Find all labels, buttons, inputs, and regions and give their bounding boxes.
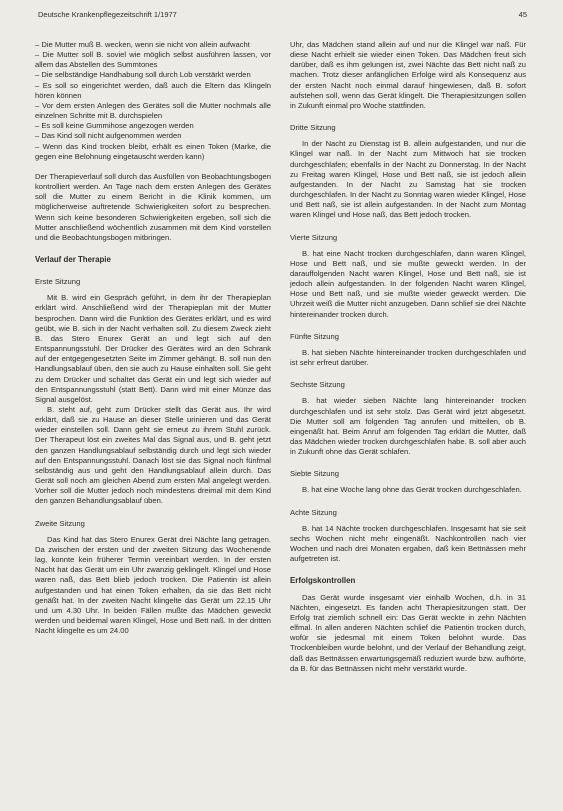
paragraph: B. hat eine Nacht trocken durchgeschlafen, dann waren Klingel, Hose und Bett naß, und sie mußte geweckt werden. In der darauffolgenden Nacht waren Klingel, Hose und Bett naß, sie ist jedoch allein aufgestanden. In der folgenden Nacht waren Klingel, Hose und Bett naß, und sie mußte wieder geweckt werden. Die Uhrzeit weiß die Mutter nicht anzugeben. Dann schlief sie drei Nächte hintereinander trocken durch. — [290, 248, 526, 319]
paragraph: In der Nacht zu Dienstag ist B. allein aufgestanden, und nur die Klingel war naß. In der Nacht zum Mittwoch hat sie trocken durchgeschlafen; ebenfalls in der Nacht zu Donnerstag. In der Nacht zu Freitag waren Klingel, Hose und Bett naß, sie ist jedoch allein aufgestanden. In der Nacht zu Samstag hat sie trocken durchgeschlafen. In der Nacht zu Sonntag waren wieder Klingel, Hose und Bett naß, sie ist allein aufgestanden. In der Nacht zum Montag waren Klingel und Hose naß, das Bett jedoch trocken. — [290, 139, 526, 220]
subsection-heading: Vierte Sitzung — [290, 232, 338, 242]
paragraph: Mit B. wird ein Gespräch geführt, in dem ihr der Therapieplan erklärt wird. Anschließend wird der Therapieplan mit der Mutter besprochen. Dann wird die Funktion des Gerätes erklärt, und es wird geübt, wie B. sich in der Nacht verhalten soll. Zu diesem Zweck zieht B. das Stero Enurex Gerät an und legt sich auf den Entspannungsstuhl. Der Drücker des Gerätes wird an den Schrank auf der entgegengesetzten Seite im Zimmer gehängt. B. soll nun den Handlungsablauf üben, den sie auch zu Hause einhalten soll. Sie geht zu dem Drücker und schaltet das Gerät ein und legt sich wieder auf den Entspannungsstuhl (statt Bett). Dann wird mit einer Münze das Signal ausgelöst. — [35, 293, 271, 404]
subsection-heading: Achte Sitzung — [290, 507, 337, 517]
paragraph: B. hat 14 Nächte trocken durchgeschlafen. Insgesamt hat sie seit sechs Wochen nicht mehr eingenäßt. Nachkontrollen nach vier Wochen und nach drei Monaten ergaben, daß kein Bettnässen mehr aufgetreten ist. — [290, 523, 526, 564]
paragraph: B. hat sieben Nächte hintereinander trocken durchgeschlafen und ist sehr erfreut darüber. — [290, 347, 526, 368]
paragraph: Der Therapieverlauf soll durch das Ausfüllen von Beobachtungsbogen kontrolliert werden. An Tage nach dem ersten Anlegen des Gerätes soll die Mutter zu einem Bericht in die Klinik kommen, um möglicherweise auftretende Schwierigkeiten sofort zu besprechen. Wenn sich keine besonderen Schwierigkeiten ergeben, soll sich die Mutter anschließend wöchentlich zusammen mit dem Kind vorstellen und die Beobachtungsbogen mitbringen. — [35, 171, 271, 242]
list-item: – Wenn das Kind trocken bleibt, erhält es einen Token (Marke, die gegen eine Belohnung eingetauscht werden kann) — [35, 141, 271, 161]
list-item: – Die selbständige Handhabung soll durch Lob verstärkt werden — [35, 70, 251, 80]
paragraph: B. hat eine Woche lang ohne das Gerät trocken durchgeschlafen. — [302, 485, 522, 495]
subsection-heading: Erste Sitzung — [35, 277, 81, 287]
paragraph: Uhr, das Mädchen stand allein auf und nur die Klingel war naß. Für diese Nacht erhielt sie wieder einen Token. Das Mädchen freut sich darüber, daß es ihm gelungen ist, zwei Nächte das Bett nicht naß zu machen. Trotz dieser anfänglichen Erfolge wird als Konsequenz aus der ersten Nacht noch einmal darauf hingewiesen, daß B. sofort aufstehen soll, wenn das Gerät klingelt. Die Therapiesitzungen sollen in Zukunft einmal pro Woche stattfinden. — [290, 40, 526, 110]
right-column — [290, 40, 526, 674]
paragraph: B. steht auf, geht zum Drücker stellt das Gerät aus. Ihr wird erklärt, daß sie zu Hause an dieser Stelle urinieren und das Gerät wieder einstellen soll. Dann geht sie erneut zu ihrem Stuhl zurück. Der Therapeut löst ein zweites Mal das Signal aus, und B. geht jetzt den ganzen Handlungsablauf selbständig durch und legt sich wieder auf den Entspannungsstuhl. Danach löst sie das Signal noch fünfmal selbständig aus und geht den Handlungsablauf allein durch. Das Gerät soll noch am gleichen Abend zum ersten Mal angelegt werden. Vorher soll die Mutter jedoch noch mindestens dreimal mit dem Kind den ganzen Behandlungsablauf üben. — [35, 405, 271, 506]
list-item: – Es soll keine Gummihose angezogen werden — [35, 121, 194, 131]
list-item: – Das Kind soll nicht aufgenommen werden — [35, 131, 182, 141]
list-item: – Vor dem ersten Anlegen des Gerätes soll die Mutter nochmals alle einzelnen Schritte mit B. durchspielen — [35, 100, 271, 121]
subsection-heading: Zweite Sitzung — [35, 518, 85, 528]
section-heading: Verlauf der Therapie — [35, 254, 111, 264]
subsection-heading: Sechste Sitzung — [290, 380, 345, 390]
paragraph: Das Gerät wurde insgesamt vier einhalb Wochen, d.h. in 31 Nächten, eingesetzt. Es fanden acht Therapiesitzungen statt. Der Erfolg trat ziemlich schnell ein: Das Gerät weckte in zehn Nächten elfmal. In allen anderen Nächten schlief die Patientin trocken durch, wofür sie jedesmal mit einem Token belohnt wurde. Das Trockenbleiben wurde belohnt, und der Verlauf der Behandlung zeigt, daß das Bettnässen erwartungsgemäß reduziert wurde bzw. aufhörte, da B. für das Bettnässen nicht mehr verstärkt wurde. — [290, 592, 526, 673]
subsection-heading: Dritte Sitzung — [290, 123, 336, 133]
section-heading: Erfolgskontrollen — [290, 576, 356, 586]
page-header — [38, 10, 527, 22]
paragraph: Das Kind hat das Stero Enurex Gerät drei Nächte lang getragen. Da zwischen der ersten und der zweiten Sitzung das Wochenende lag, konnte kein früherer Termin vereinbart werden. In der ersten Nacht hat das Gerät um ein Uhr zwanzig geklingelt. Klingel und Hose waren naß, das Bett blieb jedoch trocken. Die Patientin ist allein aufgestanden und hat einen Token erhalten, da sie das Bett nicht genäßt hat. In der zweiten Nacht klingelte das Gerät um 22.15 Uhr und um 4.30 Uhr. In beiden Fällen mußte das Mädchen geweckt werden und beidemal waren Klingel, Hose und Bett naß. In der dritten Nacht klingelte es um 24.00 — [35, 534, 271, 636]
subsection-heading: Siebte Sitzung — [290, 469, 339, 479]
page-number: 45 — [518, 10, 527, 19]
running-title: Deutsche Krankenpflegezeitschrift 1/1977 — [38, 10, 177, 19]
list-item: – Die Mutter muß B. wecken, wenn sie nicht von allein aufwacht — [35, 40, 250, 49]
subsection-heading: Fünfte Sitzung — [290, 331, 339, 341]
list-item: – Es soll so eingerichtet werden, daß auch die Eltern das Klingeln hören können — [35, 80, 271, 100]
left-column — [35, 40, 271, 636]
bullet-list — [35, 40, 271, 162]
paragraph: B. hat wieder sieben Nächte lang hintereinander trocken durchgeschlafen und ist sehr stolz. Das Gerät wird jetzt abgesetzt. Die Mutter soll am folgenden Tag anrufen und mitteilen, ob B. eingenäßt hat. Beim Anruf am folgenden Tag erklärt die Mutter, daß das Mädchen wieder trocken durchgeschlafen habe. B. soll aber auch in Zukunft ohne das Gerät schlafen. — [290, 396, 526, 457]
list-item: – Die Mutter soll B. soviel wie möglich selbst ausführen lassen, vor allem das Abstellen des Summtones — [35, 50, 271, 70]
